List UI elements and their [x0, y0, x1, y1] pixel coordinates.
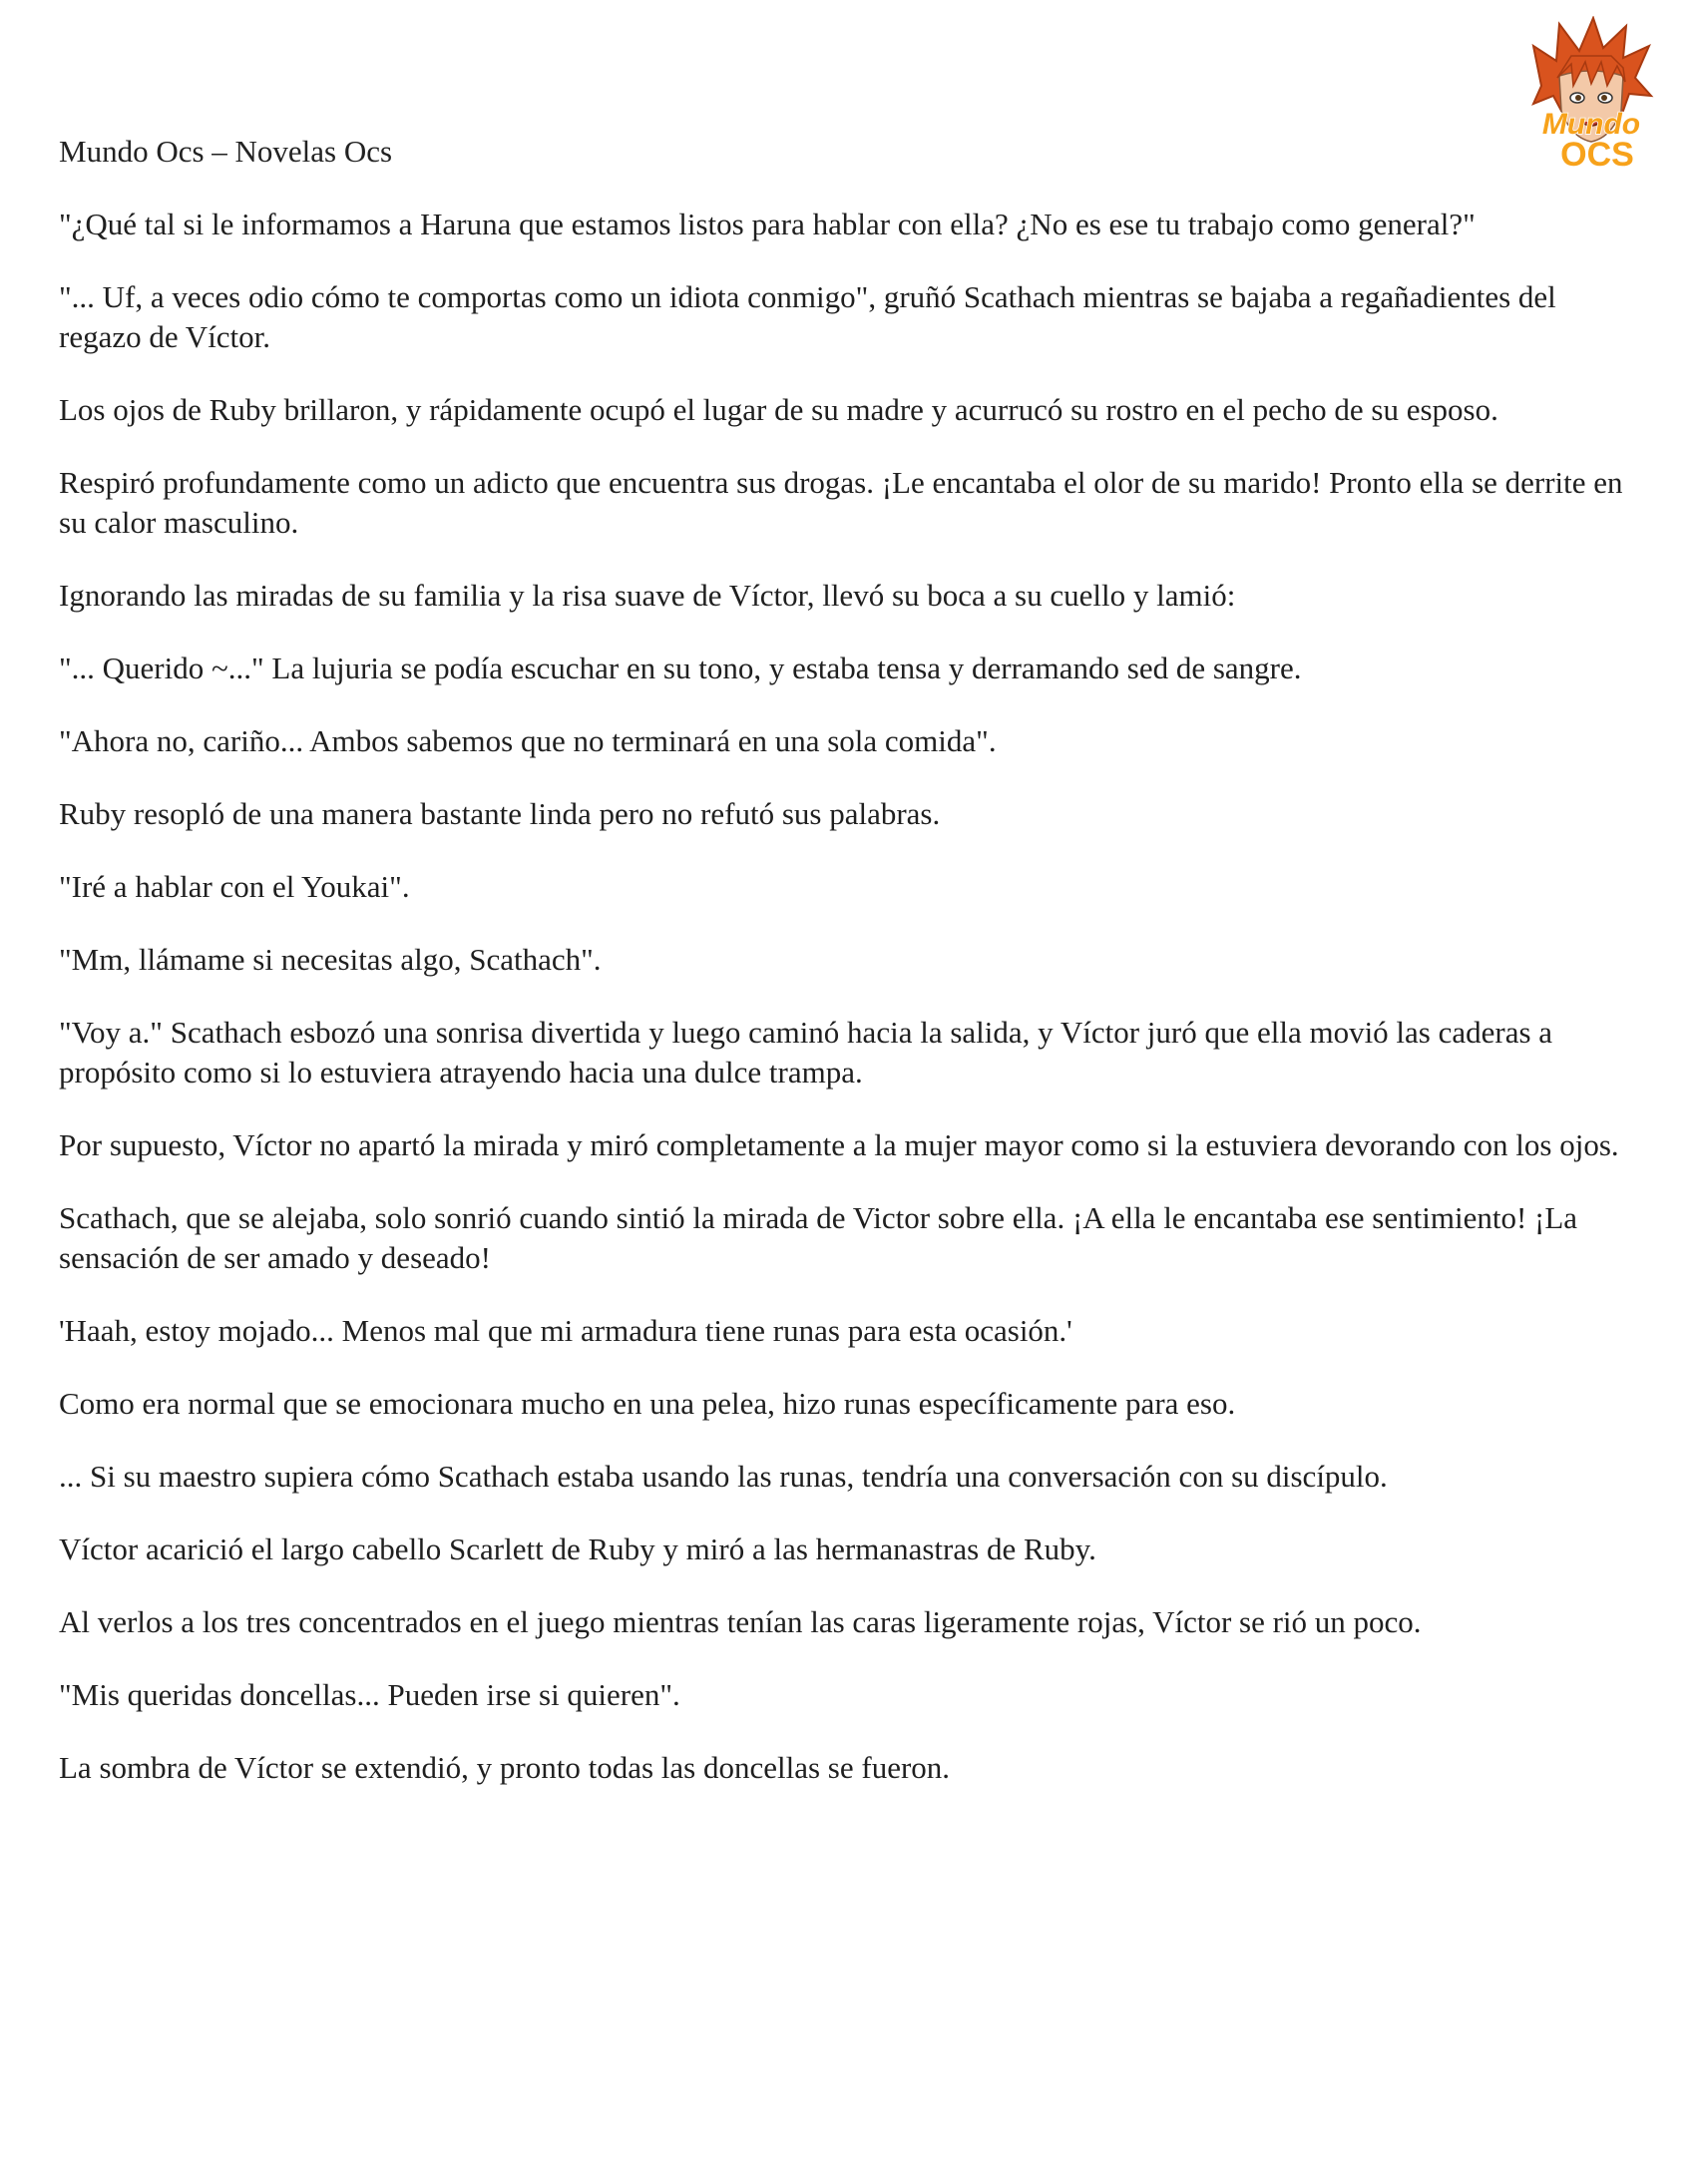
paragraph: "Mm, llámame si necesitas algo, Scathach".	[59, 942, 602, 977]
paragraph: Víctor acarició el largo cabello Scarlett de Ruby y miró a las hermanastras de Ruby.	[59, 1531, 1096, 1566]
paragraph: 'Haah, estoy mojado... Menos mal que mi armadura tiene runas para esta ocasión.'	[59, 1313, 1072, 1348]
paragraph: La sombra de Víctor se extendió, y pronto todas las doncellas se fueron.	[59, 1750, 951, 1785]
mundo-ocs-logo	[1511, 16, 1671, 171]
logo-text-bottom: OCS	[1560, 136, 1634, 171]
paragraph: "Mis queridas doncellas... Pueden irse si quieren".	[59, 1677, 680, 1712]
page-header: Mundo Ocs – Novelas Ocs	[59, 134, 393, 169]
paragraph: "... Uf, a veces odio cómo te comportas como un idiota conmigo", gruñó Scathach mientras se bajaba a regañadientes del regazo de Víctor.	[59, 279, 1556, 354]
paragraph: "¿Qué tal si le informamos a Haruna que estamos listos para hablar con ella? ¿No es ese tu trabajo como general?"	[59, 207, 1476, 241]
logo-text-top: Mundo	[1541, 108, 1641, 141]
paragraph: ... Si su maestro supiera cómo Scathach estaba usando las runas, tendría una conversación con su discípulo.	[59, 1459, 1388, 1494]
paragraph: Al verlos a los tres concentrados en el juego mientras tenían las caras ligeramente rojas, Víctor se rió un poco.	[59, 1604, 1422, 1639]
paragraph: Por supuesto, Víctor no apartó la mirada y miró completamente a la mujer mayor como si la estuviera devorando con los ojos.	[59, 1127, 1619, 1162]
story-body	[59, 205, 1635, 1821]
paragraph: Los ojos de Ruby brillaron, y rápidamente ocupó el lugar de su madre y acurrucó su rostro en el pecho de su esposo.	[59, 392, 1498, 427]
paragraph: Respiró profundamente como un adicto que encuentra sus drogas. ¡Le encantaba el olor de su marido! Pronto ella se derrite en su calor masculino.	[59, 465, 1623, 540]
paragraph: "Iré a hablar con el Youkai".	[59, 869, 410, 904]
paragraph: Como era normal que se emocionara mucho en una pelea, hizo runas específicamente para eso.	[59, 1386, 1236, 1421]
paragraph: Ruby resopló de una manera bastante linda pero no refutó sus palabras.	[59, 796, 941, 831]
paragraph: "... Querido ~..." La lujuria se podía escuchar en su tono, y estaba tensa y derramando sed de sangre.	[59, 651, 1302, 685]
paragraph: "Ahora no, cariño... Ambos sabemos que no terminará en una sola comida".	[59, 723, 997, 758]
paragraph: Ignorando las miradas de su familia y la risa suave de Víctor, llevó su boca a su cuello y lamió:	[59, 578, 1236, 613]
paragraph: Scathach, que se alejaba, solo sonrió cuando sintió la mirada de Victor sobre ella. ¡A ella le encantaba ese sentimiento! ¡La sensación de ser amado y deseado!	[59, 1200, 1578, 1275]
paragraph: "Voy a." Scathach esbozó una sonrisa divertida y luego caminó hacia la salida, y Víctor juró que ella movió las caderas a propósito como si lo estuviera atrayendo hacia una dulce trampa.	[59, 1015, 1553, 1090]
